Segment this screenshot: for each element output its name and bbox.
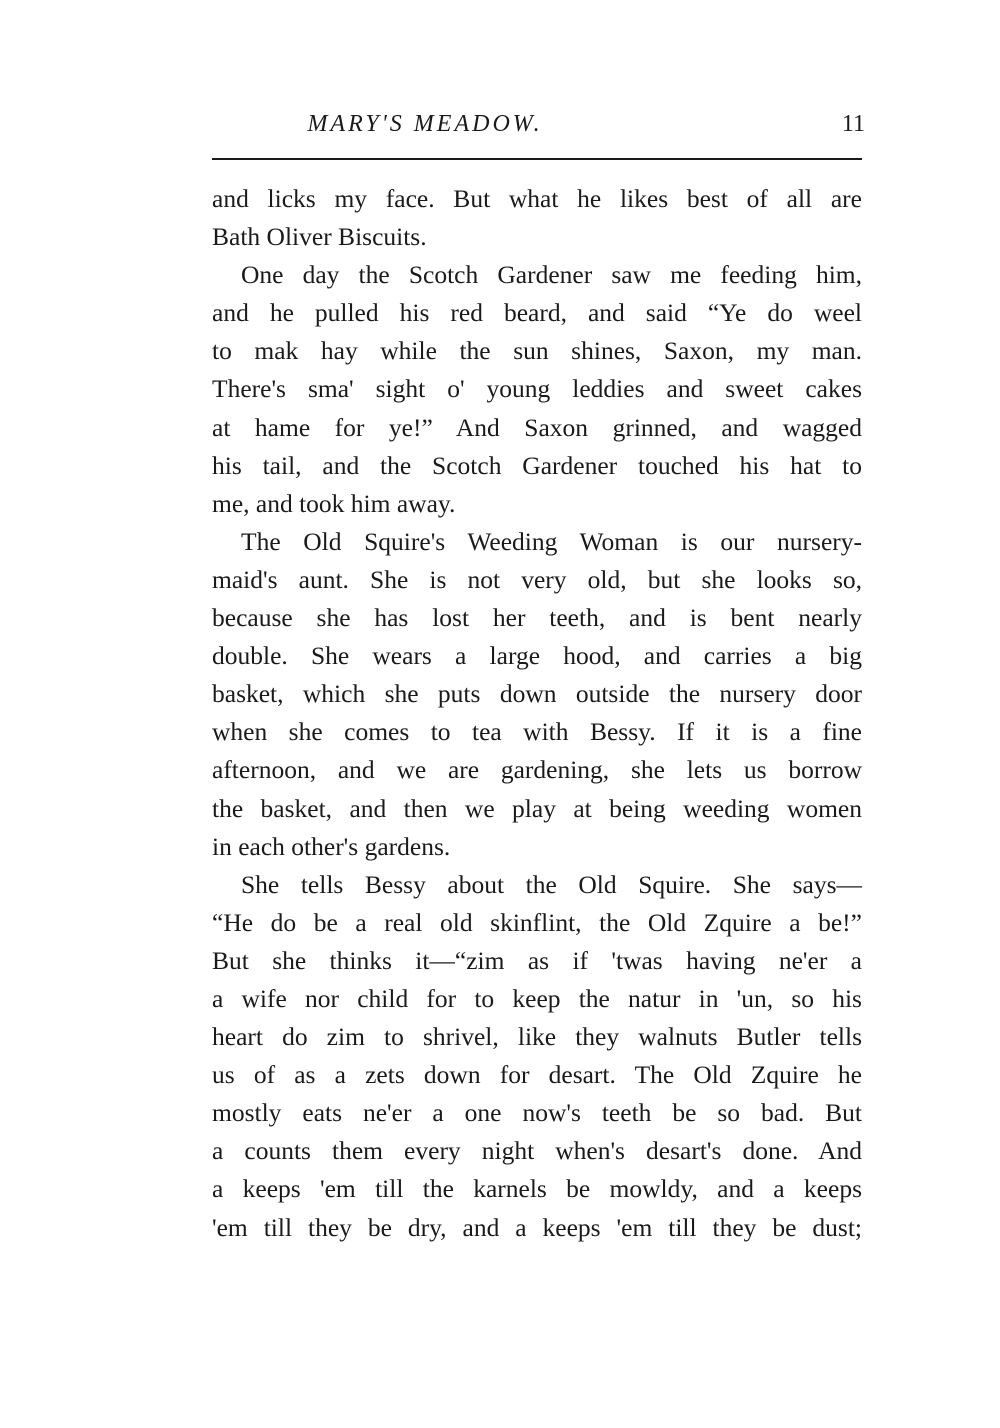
text-line: 'em till they be dry, and a keeps 'em till they be dust; [212,1212,862,1242]
text-line: because she has lost her teeth, and is bent nearly [212,603,862,633]
text-line: us of as a zets down for desart. The Old Zquire he [212,1060,862,1090]
running-title: MARY'S MEADOW. [307,111,543,137]
text-line: heart do zim to shrivel, like they walnuts Butler tells [212,1022,862,1052]
text-line: There's sma' sight o' young leddies and sweet cakes [212,374,862,404]
text-line: and he pulled his red beard, and said “Ye do weel [212,298,862,328]
header-rule [212,158,862,160]
text-line: But she thinks it—“zim as if 'twas having ne'er a [212,945,862,975]
text-line: Bath Oliver Biscuits. [212,222,427,252]
text-line: The Old Squire's Weeding Woman is our nursery- [241,526,862,556]
text-line: me, and took him away. [212,488,456,518]
text-line: to mak hay while the sun shines, Saxon, my man. [212,336,862,366]
page-number: 11 [841,111,865,137]
text-line: mostly eats ne'er a one now's teeth be so bad. But [212,1098,862,1128]
text-line: and licks my face. But what he likes best of all are [212,184,862,213]
text-line: when she comes to tea with Bessy. If it is a fine [212,717,862,747]
text-line: his tail, and the Scotch Gardener touched his hat to [212,450,862,480]
text-line: a wife nor child for to keep the natur in 'un, so his [212,983,862,1013]
text-line: a counts them every night when's desart's done. And [212,1136,862,1166]
text-line: the basket, and then we play at being weeding women [212,793,862,823]
text-line: “He do be a real old skinflint, the Old Zquire a be!” [212,907,862,937]
text-line: a keeps 'em till the karnels be mowldy, and a keeps [212,1174,862,1204]
text-line: at hame for ye!” And Saxon grinned, and wagged [212,412,862,442]
text-line: afternoon, and we are gardening, she lets us borrow [212,755,862,785]
text-line: double. She wears a large hood, and carries a big [212,641,862,671]
text-line: One day the Scotch Gardener saw me feeding him, [241,260,862,290]
text-line: maid's aunt. She is not very old, but she looks so, [212,564,862,594]
text-line: in each other's gardens. [212,831,451,861]
text-line: She tells Bessy about the Old Squire. She says— [241,869,862,899]
text-line: basket, which she puts down outside the nursery door [212,679,862,709]
body-text [212,180,862,1247]
